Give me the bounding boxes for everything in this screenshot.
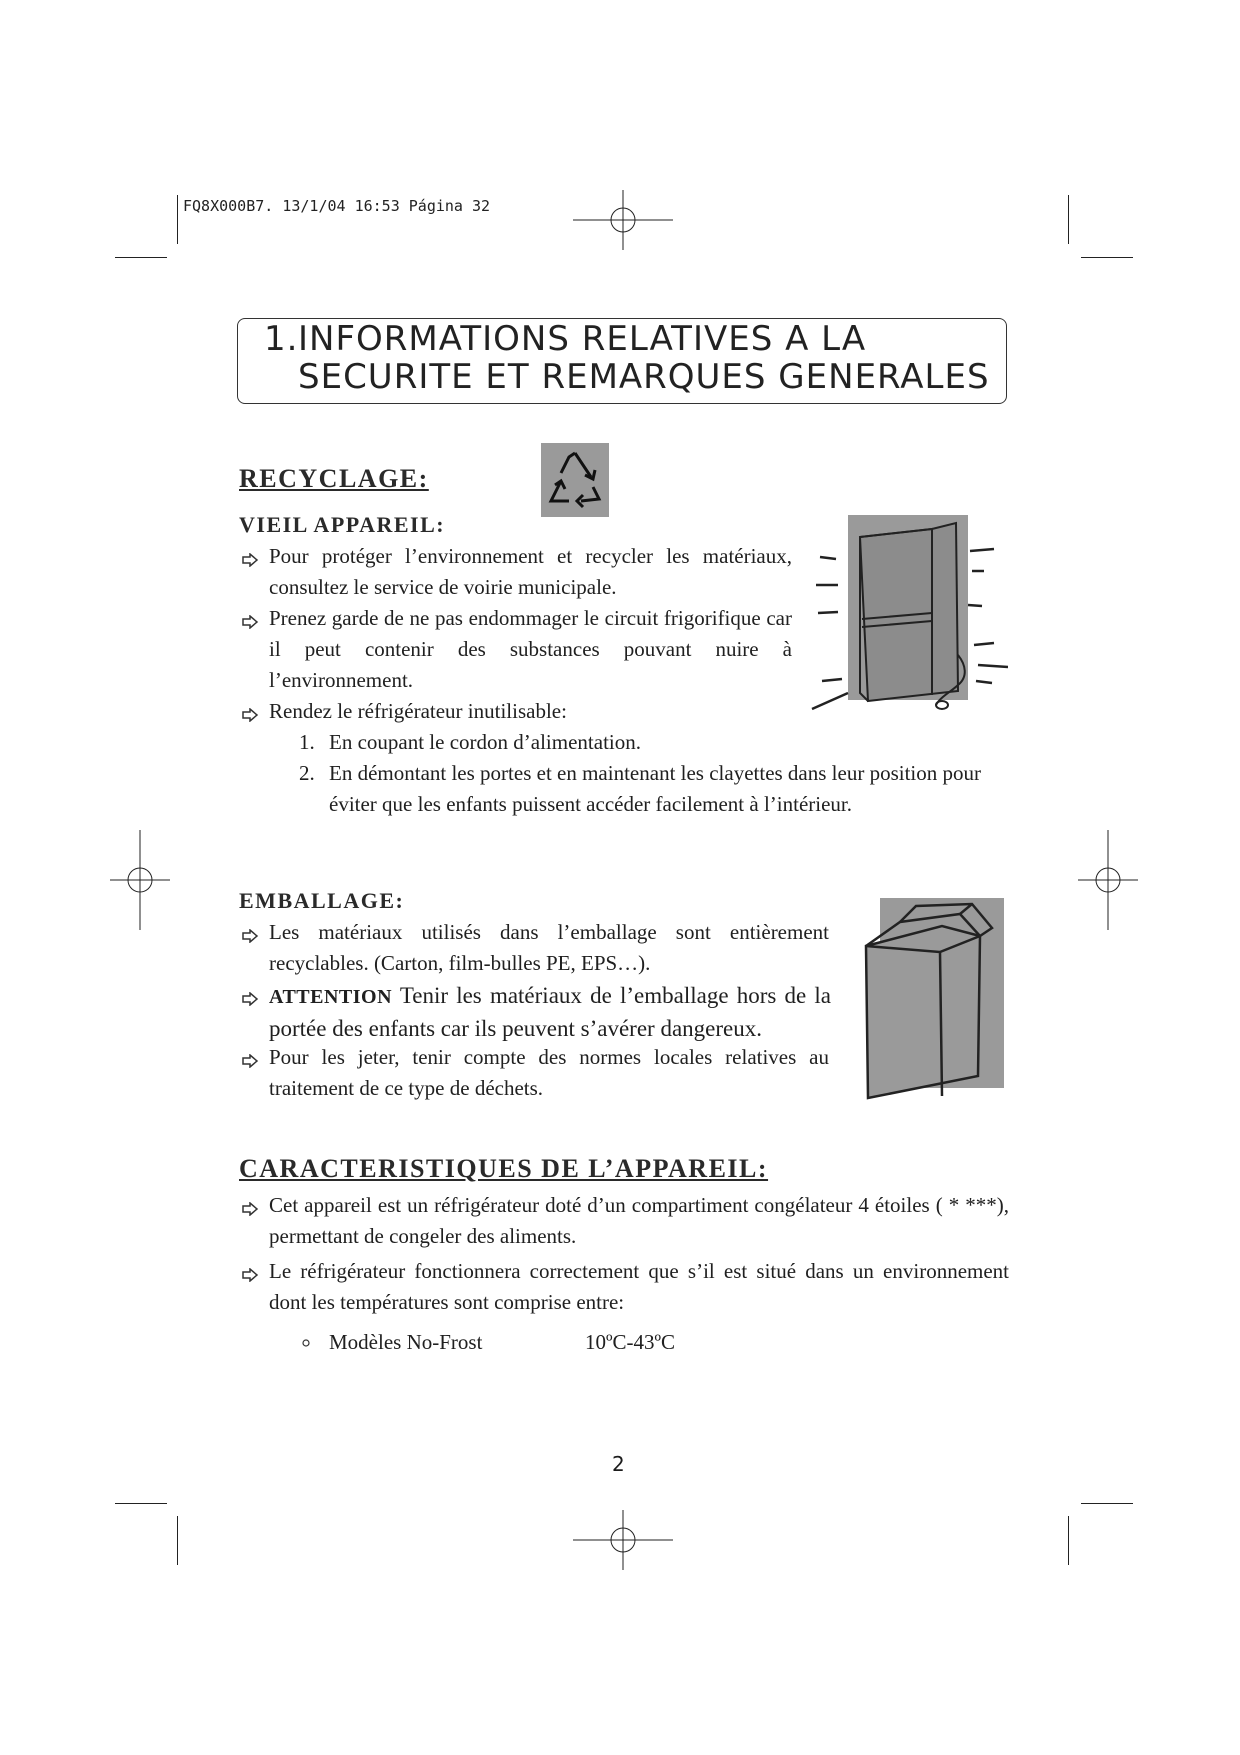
recycle-icon (535, 437, 615, 523)
arrow-bullet-icon (241, 1054, 259, 1068)
attention-text: Tenir les matériaux de l’emballage hors de la portée des enfants car ils peuvent s’avérer dangereux. (269, 983, 831, 1041)
features-bullet-2: Le réfrigérateur fonctionnera correctement que s’il est situé dans un environnement dont les températures sont comprise entre: (269, 1259, 1009, 1314)
step-number: 2. (299, 761, 315, 785)
print-slug: FQ8X000B7. 13/1/04 16:53 Página 32 (183, 197, 491, 215)
arrow-bullet-icon (241, 929, 259, 943)
old-appliance-subheading: VIEIL APPAREIL: (239, 512, 446, 537)
packaging-bullet-3: Pour les jeter, tenir compte des normes locales relatives au traitement de ce type de déchets. (269, 1045, 829, 1100)
packaging-heading: EMBALLAGE: (239, 888, 405, 913)
model-label: Modèles No-Frost (329, 1330, 483, 1354)
recycling-heading: RECYCLAGE: (239, 464, 429, 493)
registration-mark-bottom (573, 1510, 673, 1570)
arrow-bullet-icon (241, 992, 259, 1006)
arrow-bullet-icon (241, 615, 259, 629)
arrow-bullet-icon (241, 708, 259, 722)
features-bullet-1: Cet appareil est un réfrigérateur doté d’un compartiment congélateur 4 étoiles ( * ***), permettant de congeler des aliments. (269, 1193, 1009, 1248)
arrow-bullet-icon (241, 1268, 259, 1282)
recycling-bullet-3: Rendez le réfrigérateur inutilisable: (269, 699, 567, 723)
step-text: En démontant les portes et en maintenant les clayettes dans leur position pour éviter que les enfants puissent accéder facilement à l’intérieur. (329, 761, 981, 816)
arrow-bullet-icon (241, 1202, 259, 1216)
registration-mark-left (110, 830, 170, 930)
circle-bullet-icon (301, 1338, 311, 1348)
section-number: 1. (264, 319, 299, 359)
arrow-bullet-icon (241, 553, 259, 567)
recycling-bullet-1: Pour protéger l’environnement et recycler les matériaux, consultez le service de voirie municipale. (269, 544, 792, 599)
section-title-line-2: SECURITE ET REMARQUES GENERALES (298, 357, 990, 397)
recycling-bullet-2: Prenez garde de ne pas endommager le circuit frigorifique car il peut contenir des substances pouvant nuire à l’environnement. (269, 606, 792, 692)
registration-mark-right (1078, 830, 1138, 930)
fridge-illustration (808, 515, 1008, 720)
packaging-bullet-1: Les matériaux utilisés dans l’emballage sont entièrement recyclables. (Carton, film-bulles PE, EPS…). (269, 920, 829, 975)
box-illustration (860, 896, 1008, 1104)
section-title-line-1: INFORMATIONS RELATIVES A LA (298, 319, 867, 359)
page-number: 2 (612, 1452, 625, 1476)
registration-mark-top (573, 190, 673, 250)
step-text: En coupant le cordon d’alimentation. (329, 730, 641, 754)
attention-label: ATTENTION (269, 986, 393, 1008)
step-number: 1. (299, 730, 315, 754)
features-heading: CARACTERISTIQUES DE L’APPAREIL: (239, 1154, 769, 1183)
model-temperature-range: 10ºC-43ºC (585, 1330, 676, 1354)
packaging-attention (269, 980, 831, 1044)
